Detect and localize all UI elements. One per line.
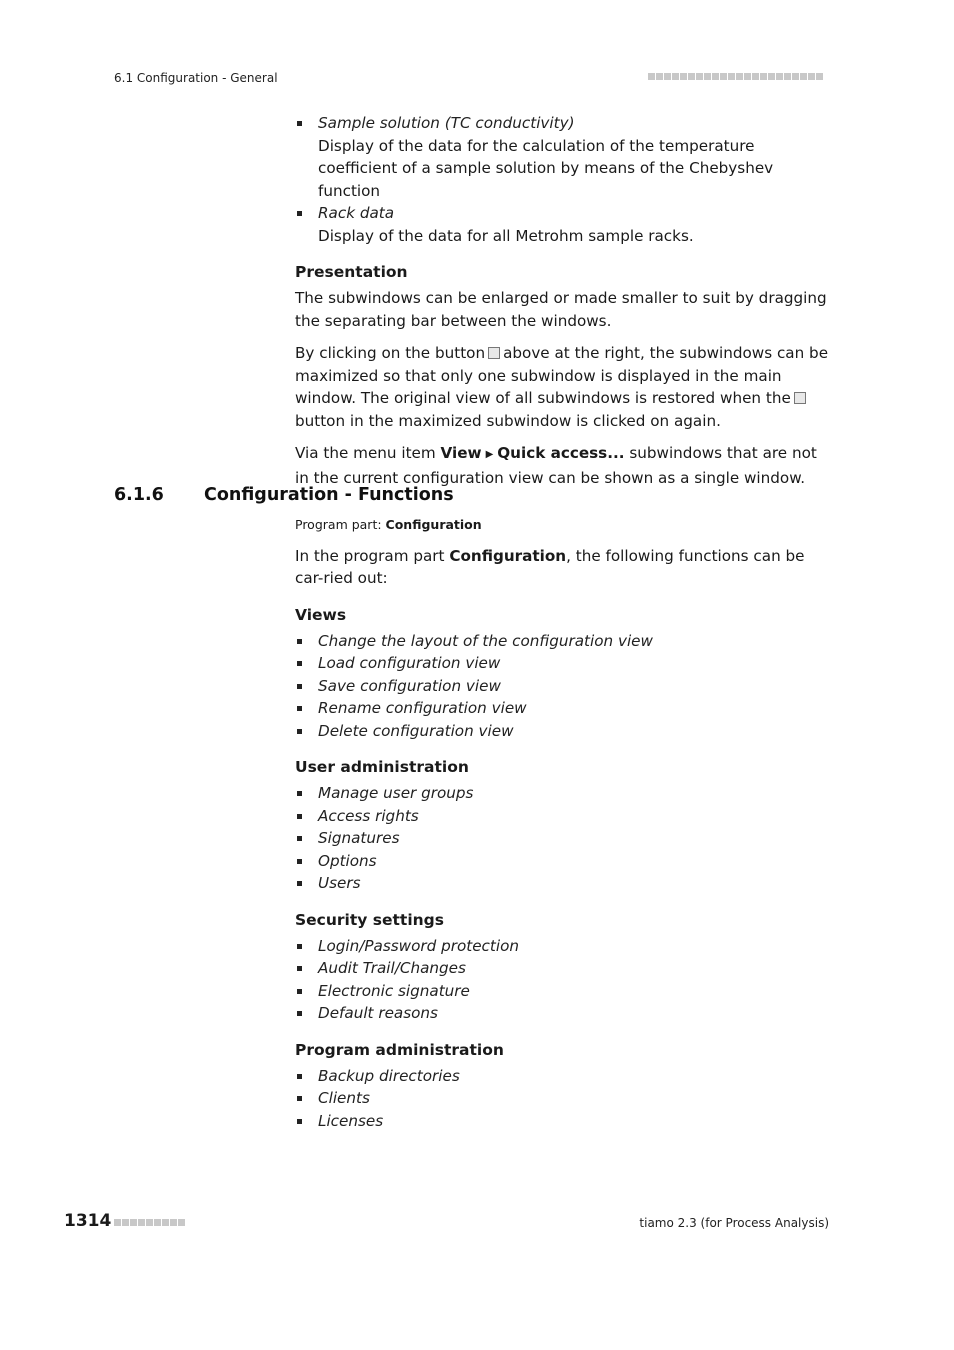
maximize-icon bbox=[794, 392, 806, 404]
list-item: Clients bbox=[295, 1087, 835, 1110]
footer-decoration bbox=[114, 1219, 185, 1226]
section-intro: In the program part Configuration, the following functions can be car-ried out: bbox=[295, 546, 805, 587]
presentation-heading: Presentation bbox=[295, 263, 408, 281]
item-description: Display of the data for the calculation of the temperature coefficient of a sample solution by means of the Chebyshev function bbox=[318, 136, 774, 200]
item-title: Rack data bbox=[318, 204, 395, 222]
menu-arrow-icon: ▶ bbox=[485, 449, 494, 460]
group-heading: Security settings bbox=[295, 910, 444, 929]
list-item bbox=[295, 202, 835, 247]
menu-view: View bbox=[440, 444, 482, 462]
section-number: 6.1.6 bbox=[114, 485, 164, 505]
list-item: Users bbox=[295, 872, 835, 895]
list-item: Load configuration view bbox=[295, 652, 835, 675]
main-content bbox=[295, 112, 835, 489]
list-item: Electronic signature bbox=[295, 980, 835, 1003]
section-title: Configuration - Functions bbox=[204, 485, 454, 505]
list-item: Signatures bbox=[295, 827, 835, 850]
list-item: Delete configuration view bbox=[295, 720, 835, 743]
maximize-paragraph: By clicking on the button above at the right, the subwindows can be maximized so that only one subwindow is displayed in the main window. The original view of all subwindows is restored when thebutton in the maximized subwindow is clicked on again. bbox=[295, 344, 829, 430]
quick-access-paragraph: Via the menu item View ▶ Quick access... subwindows that are not in the current configuration view can be shown as a single window. bbox=[295, 444, 817, 487]
header-decoration bbox=[648, 73, 823, 82]
program-part: Program part: Configuration bbox=[295, 517, 482, 532]
list-item: Save configuration view bbox=[295, 675, 835, 698]
group-heading: User administration bbox=[295, 758, 469, 776]
list-item: Options bbox=[295, 850, 835, 873]
item-description: Display of the data for all Metrohm sample racks. bbox=[318, 226, 694, 245]
list-item: Access rights bbox=[295, 805, 835, 828]
group-heading: Program administration bbox=[295, 1040, 504, 1059]
list-item: Default reasons bbox=[295, 1002, 835, 1025]
footer-product: tiamo 2.3 (for Process Analysis) bbox=[639, 1216, 829, 1230]
list-item: Change the layout of the configuration view bbox=[295, 630, 835, 653]
list-item: Licenses bbox=[295, 1110, 835, 1133]
page-number: 1314 bbox=[64, 1211, 112, 1231]
list-item: Backup directories bbox=[295, 1065, 835, 1088]
list-item: Manage user groups bbox=[295, 782, 835, 805]
list-item: Rename configuration view bbox=[295, 697, 835, 720]
list-item: Audit Trail/Changes bbox=[295, 957, 835, 980]
presentation-paragraph: The subwindows can be enlarged or made smaller to suit by dragging the separating bar between the windows. bbox=[295, 289, 827, 330]
list-item: Login/Password protection bbox=[295, 935, 835, 958]
section-content bbox=[295, 514, 835, 1132]
list-item bbox=[295, 112, 835, 202]
running-header: 6.1 Configuration - General bbox=[114, 71, 278, 85]
item-title: Sample solution (TC conductivity) bbox=[318, 114, 575, 132]
menu-quick-access: Quick access... bbox=[497, 444, 625, 462]
maximize-icon bbox=[488, 347, 500, 359]
group-heading: Views bbox=[295, 605, 347, 624]
section-heading bbox=[114, 485, 454, 505]
